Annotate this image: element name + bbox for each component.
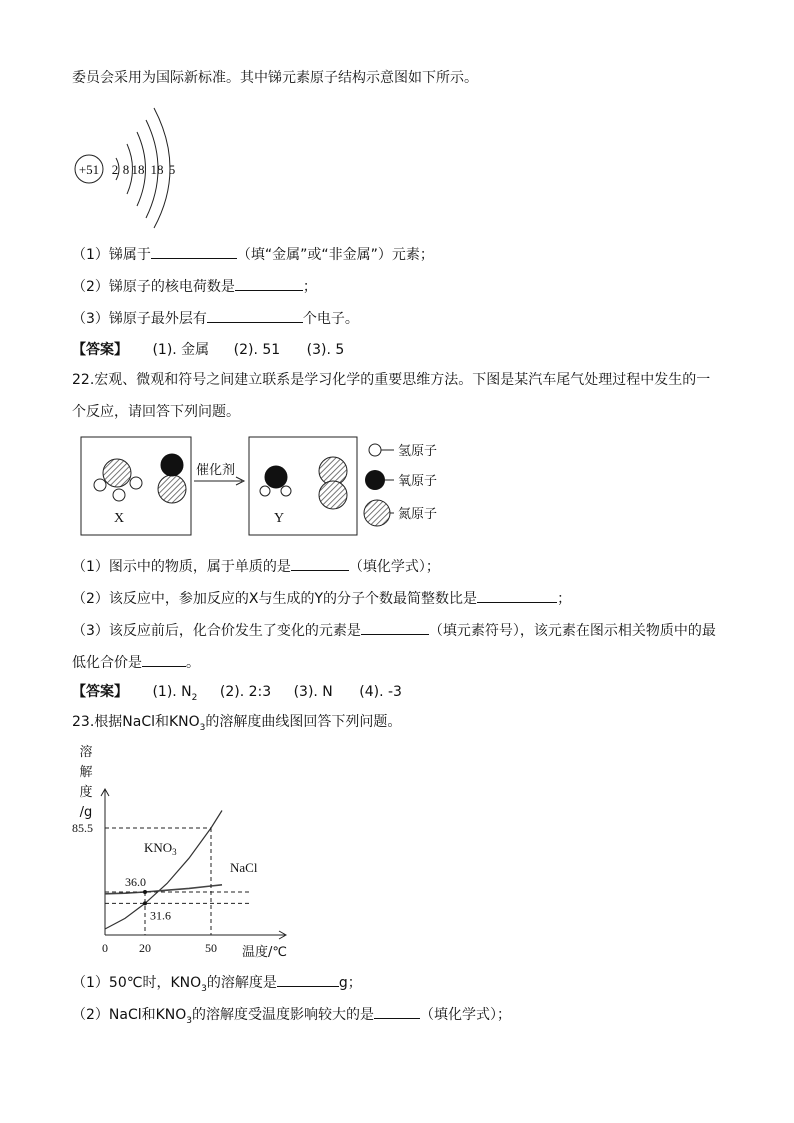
- q21-part2: [72, 276, 317, 297]
- nacl-point-20: [143, 890, 147, 894]
- q21-part1: [72, 244, 434, 265]
- box-x-label: X: [114, 511, 125, 526]
- q21-p1-tail: （填“金属”或“非金属”）元素；: [236, 247, 434, 263]
- oxygen-atom: [161, 454, 183, 476]
- q22-blank-3[interactable]: [361, 620, 429, 635]
- atom-structure-diagram: [72, 100, 202, 230]
- q21-answer-2: (2). 51: [233, 342, 281, 358]
- q21-p2-text: （2）锑原子的核电荷数是: [72, 279, 235, 295]
- y-axis-label: /g: [79, 805, 93, 820]
- shell-electrons-3: 18: [131, 162, 145, 177]
- q22-answer-2: (2). 2:3: [219, 684, 272, 700]
- q23-part2: （2）NaCl和$KNO_3$的溶解度受温度影响较大的是 （填化学式）；: [72, 1004, 511, 1031]
- solubility-chart: [70, 740, 300, 968]
- q21-p1-text: （1）锑属于: [72, 247, 151, 263]
- kno3-point-20: [143, 901, 147, 905]
- q21-answer-3: (3). 5: [306, 342, 345, 358]
- legend-hydrogen-icon: [369, 444, 381, 456]
- x-axis-label: 温度/℃: [242, 945, 287, 960]
- y-axis-label: 溶: [79, 745, 93, 760]
- hydrogen-atom: [113, 489, 125, 501]
- q22-blank-4[interactable]: [142, 652, 186, 667]
- legend-nitrogen-text: 氮原子: [398, 507, 438, 522]
- shell-electrons-1: 2: [111, 162, 119, 177]
- x-tick-label: 20: [139, 941, 151, 955]
- legend-oxygen-text: 氧原子: [398, 474, 438, 489]
- q21-p2-tail: ；: [302, 279, 317, 295]
- q21-answer-1: (1). 金属: [152, 342, 210, 358]
- intro-text: 委员会采用为国际新标准。其中锑元素原子结构示意图如下所示。: [72, 70, 478, 86]
- q22-p3-line2-text: 低化合价是: [72, 655, 142, 671]
- nucleus-charge: +51: [78, 162, 100, 177]
- q23-stem: 23.根据NaCl和$KNO_3$的溶解度曲线图回答下列问题。: [72, 714, 402, 733]
- q22-part3-line2: [72, 652, 200, 673]
- annotation-31-6: 31.6: [150, 908, 171, 923]
- y-axis-label: 解: [79, 765, 93, 780]
- q21-answer: [72, 340, 344, 360]
- q22-p2-tail: ；: [557, 591, 572, 607]
- shell-electrons-2: 8: [122, 162, 130, 177]
- q22-answer-3: (3). N: [293, 684, 333, 700]
- q22-p3-tail: （填元素符号），该元素在图示相关物质中的最: [428, 623, 716, 639]
- nitrogen-atom: [319, 481, 347, 509]
- q21-blank-1[interactable]: [151, 244, 237, 259]
- q22-blank-2[interactable]: [477, 588, 557, 603]
- kno3-label: $KNO_3$: [144, 840, 177, 857]
- box-y-label: Y: [274, 511, 285, 526]
- q22-part3: [72, 620, 716, 641]
- shell-electrons-4: 18: [150, 162, 164, 177]
- legend-nitrogen-icon: [364, 500, 390, 526]
- nacl-label: NaCl: [230, 860, 258, 875]
- q22-answer-1: (1). $N_2$: [152, 684, 198, 703]
- legend-oxygen-icon: [365, 470, 385, 490]
- q23-blank-2[interactable]: [374, 1004, 420, 1019]
- hydrogen-atom: [94, 479, 106, 491]
- q22-p3-text: （3）该反应前后，化合价发生了变化的元素是: [72, 623, 361, 639]
- q23-blank-1[interactable]: [277, 972, 339, 987]
- q22-p3-line2-tail: 。: [186, 655, 200, 671]
- reaction-diagram: [80, 436, 460, 540]
- annotation-85-5: 85.5: [72, 821, 93, 835]
- q21-blank-3[interactable]: [207, 308, 303, 323]
- hydrogen-atom: [130, 477, 142, 489]
- q22-p1-text: （1）图示中的物质，属于单质的是: [72, 559, 291, 575]
- answer-label: 【答案】: [72, 684, 128, 700]
- q22-p1-tail: （填化学式）；: [348, 559, 440, 575]
- q22-part1: [72, 556, 440, 577]
- answer-label: 【答案】: [72, 342, 128, 358]
- shell-electrons-5: 5: [168, 162, 176, 177]
- q21-part3: [72, 308, 359, 329]
- y-axis-label: 度: [79, 785, 93, 800]
- legend-hydrogen-text: 氢原子: [398, 444, 438, 459]
- oxygen-atom: [265, 466, 287, 488]
- q23-part1: （1）50℃时，$KNO_3$的溶解度是 g；: [72, 972, 362, 999]
- q22-answer: [72, 682, 402, 708]
- q22-answer-4: (4). -3: [359, 684, 402, 700]
- hydrogen-atom: [281, 486, 291, 496]
- x-tick-label: 50: [205, 941, 217, 955]
- q22-part2: [72, 588, 571, 609]
- q22-stem-1: 22.宏观、微观和符号之间建立联系是学习化学的重要思维方法。下图是某汽车尾气处理过程中发生的一: [72, 372, 711, 388]
- nitrogen-atom: [158, 475, 186, 503]
- x-tick-label: 0: [102, 941, 108, 955]
- q22-p2-text: （2）该反应中，参加反应的X与生成的Y的分子个数最简整数比是: [72, 591, 478, 607]
- q22-stem-2: 个反应，请回答下列问题。: [72, 404, 240, 420]
- catalyst-label: 催化剂: [196, 463, 236, 478]
- hydrogen-atom: [260, 486, 270, 496]
- nitrogen-atom: [103, 459, 131, 487]
- q21-p3-text: （3）锑原子最外层有: [72, 311, 207, 327]
- q22-blank-1[interactable]: [291, 556, 349, 571]
- q21-p3-tail: 个电子。: [302, 311, 359, 327]
- q21-blank-2[interactable]: [235, 276, 303, 291]
- annotation-36-0: 36.0: [125, 875, 146, 889]
